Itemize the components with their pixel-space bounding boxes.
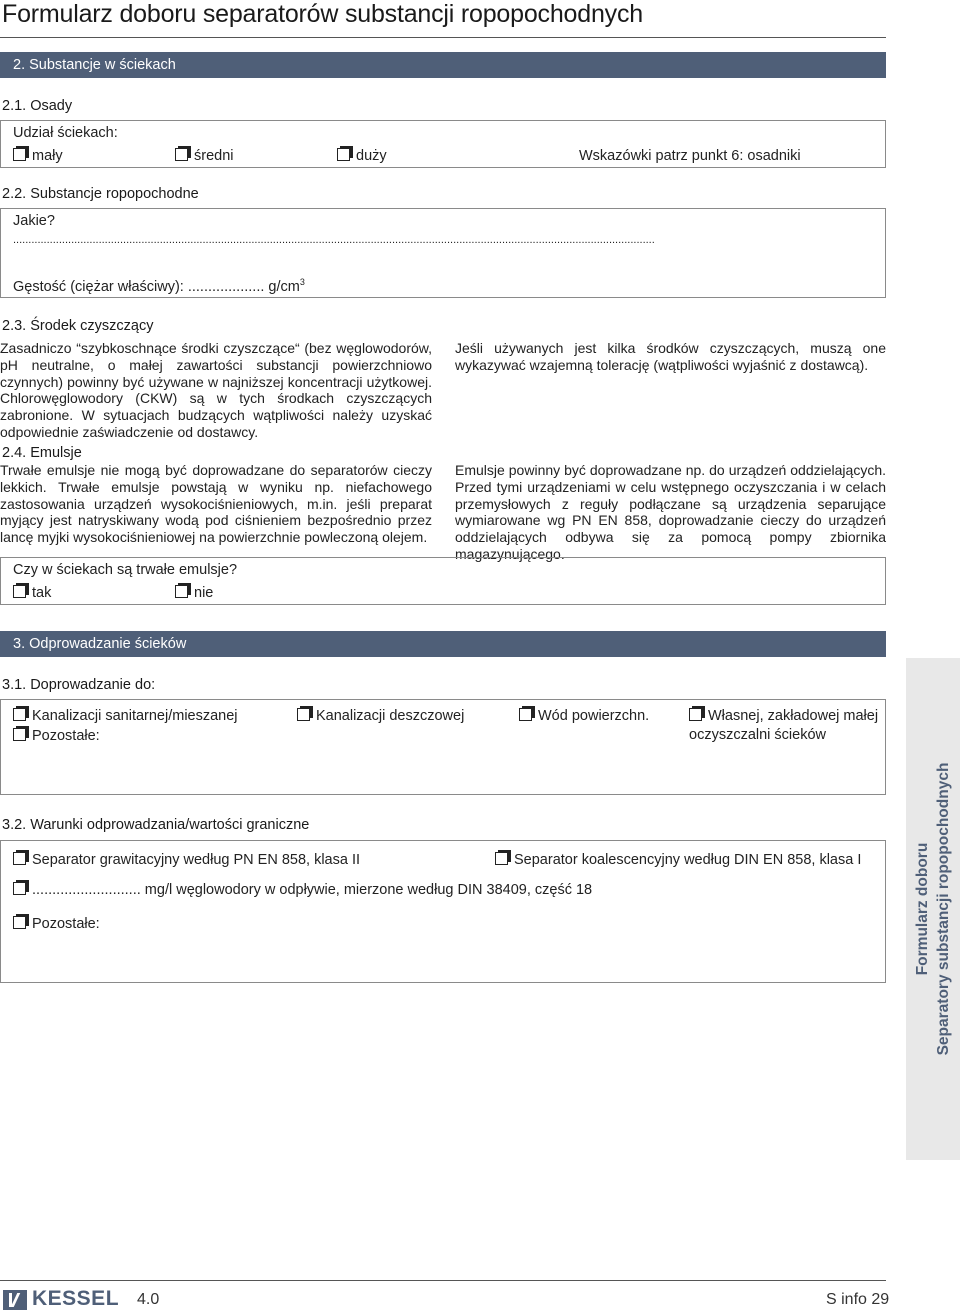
checkbox-icon[interactable] bbox=[337, 148, 350, 161]
checkbox-icon[interactable] bbox=[297, 708, 310, 721]
discharge-box bbox=[0, 699, 886, 795]
option-surface-water[interactable]: Wód powierzchn. bbox=[519, 708, 649, 724]
section-2-3-heading: 2.3. Środek czyszczący bbox=[2, 318, 154, 334]
footer-divider bbox=[0, 1280, 886, 1281]
section-2-4-heading: 2.4. Emulsje bbox=[2, 445, 82, 461]
oil-answer-field[interactable]: .................................................................................................................................................................................................................. bbox=[13, 234, 655, 246]
oil-substances-box bbox=[0, 208, 886, 298]
option-other-limits[interactable]: Pozostałe: bbox=[13, 916, 100, 932]
section-2-2-heading: 2.2. Substancje ropopochodne bbox=[2, 186, 199, 202]
option-other-discharge[interactable]: Pozostałe: bbox=[13, 728, 100, 744]
emulsion-text-left: Trwałe emulsje nie mogą być doprowadzane do separatorów cieczy lekkich. Trwałe emulsje powstają w wyniku np. niefachowego zastosowania urządzeń wysokociśnieniowych, m.in. jeśli preparat myjący jest natryskiwany wodą pod ciśnieniem bezpośrednio przez lancę myjki wysokociśnieniowej na powierzchnie powleczoną olejem. bbox=[0, 462, 432, 546]
emulsion-question: Czy w ściekach są trwałe emulsje? bbox=[13, 562, 238, 578]
section-3-header: 3. Odprowadzanie ścieków bbox=[0, 631, 886, 657]
option-coalescence-separator[interactable]: Separator koalescencyjny według DIN EN 858, klasa I bbox=[495, 852, 861, 868]
option-own-treatment-plant-line2: oczyszczalni ścieków bbox=[689, 727, 826, 743]
limits-box bbox=[0, 840, 886, 983]
option-gravity-separator[interactable]: Separator grawitacyjny według PN EN 858, klasa II bbox=[13, 852, 360, 868]
checkbox-icon[interactable] bbox=[13, 852, 26, 865]
sludge-box bbox=[0, 120, 886, 168]
sludge-option-small[interactable]: mały bbox=[13, 148, 63, 164]
checkbox-icon[interactable] bbox=[13, 585, 26, 598]
sludge-option-medium[interactable]: średni bbox=[175, 148, 234, 164]
footer-version: 4.0 bbox=[137, 1291, 160, 1308]
emulsion-option-no[interactable]: nie bbox=[175, 585, 213, 601]
sludge-hint: Wskazówki patrz punkt 6: osadniki bbox=[579, 148, 801, 164]
cleaner-text-left: Zasadniczo “szybkoschnące środki czyszczące“ (bez węglowodorów, pH neutralne, o małej zawartości substancji powierzchniowo czynnych) powinny być używane w najniższej koncentracji użytkowej. Chlorowęglowodory (CKW) są w tych środkach czyszczących zabronione. W sytuacjach budzących wątpliwości należy uzyskać odpowiednie zaświadczenie od dostawcy. bbox=[0, 340, 432, 440]
title-divider bbox=[0, 37, 886, 38]
kessel-logo-text: KESSEL bbox=[32, 1287, 120, 1310]
emulsion-option-yes[interactable]: tak bbox=[13, 585, 51, 601]
checkbox-icon[interactable] bbox=[13, 916, 26, 929]
density-field[interactable] bbox=[13, 277, 305, 295]
option-storm-sewer[interactable]: Kanalizacji deszczowej bbox=[297, 708, 464, 724]
oil-question: Jakie? bbox=[13, 213, 55, 229]
section-3-1-heading: 3.1. Doprowadzanie do: bbox=[2, 677, 156, 693]
checkbox-icon[interactable] bbox=[13, 708, 26, 721]
density-label: Gęstość (ciężar właściwy): ................... bbox=[13, 278, 265, 295]
option-sanitary-sewer[interactable]: Kanalizacji sanitarnej/mieszanej bbox=[13, 708, 238, 724]
density-exponent: 3 bbox=[299, 277, 305, 287]
section-2-header: 2. Substancje w ściekach bbox=[0, 52, 886, 78]
checkbox-icon[interactable] bbox=[13, 882, 26, 895]
section-2-1-heading: 2.1. Osady bbox=[2, 98, 73, 114]
checkbox-icon[interactable] bbox=[13, 728, 26, 741]
checkbox-icon[interactable] bbox=[689, 708, 702, 721]
checkbox-icon[interactable] bbox=[13, 148, 26, 161]
side-tab bbox=[906, 658, 960, 1160]
side-tab-text bbox=[912, 763, 954, 1056]
option-own-treatment-plant[interactable]: Własnej, zakładowej małej bbox=[689, 708, 878, 724]
section-3-2-heading: 3.2. Warunki odprowadzania/wartości graniczne bbox=[2, 817, 310, 833]
option-hydrocarbon-limit[interactable]: ........................... mg/l węglowodory w odpływie, mierzone według DIN 38409, część 18 bbox=[13, 882, 592, 898]
density-unit: g/cm bbox=[268, 278, 300, 295]
emulsion-question-box bbox=[0, 557, 886, 605]
checkbox-icon[interactable] bbox=[175, 148, 188, 161]
cleaner-text-right: Jeśli używanych jest kilka środków czyszczących, muszą one wykazywać wzajemną tolerację (wątpliwości wyjaśnić z dostawcą). bbox=[455, 340, 886, 373]
page-title: Formularz doboru separatorów substancji ropopochodnych bbox=[2, 0, 643, 28]
checkbox-icon[interactable] bbox=[519, 708, 532, 721]
kessel-logo-icon bbox=[3, 1290, 27, 1310]
sludge-option-large[interactable]: duży bbox=[337, 148, 387, 164]
footer-page-label: S info 29 bbox=[826, 1291, 890, 1308]
side-tab-line-2: Separatory substancji ropopochodnych bbox=[935, 762, 952, 1056]
sludge-label: Udział ściekach: bbox=[13, 125, 118, 141]
checkbox-icon[interactable] bbox=[495, 852, 508, 865]
side-tab-line-1: Formularz doboru bbox=[914, 842, 931, 976]
checkbox-icon[interactable] bbox=[175, 585, 188, 598]
emulsion-text-right: Emulsje powinny być doprowadzane np. do urządzeń oddzielających. Przed tymi urządzeniami w celu wstępnego oczyszczania i w celach przemysłowych z reguły podłączane są urządzenia separujące wymiarowane wg PN EN 858, doprowadzanie cieczy do urządzeń oddzielających odbywa się za pomocą pompy zbiornika magazynującego. bbox=[455, 462, 886, 562]
